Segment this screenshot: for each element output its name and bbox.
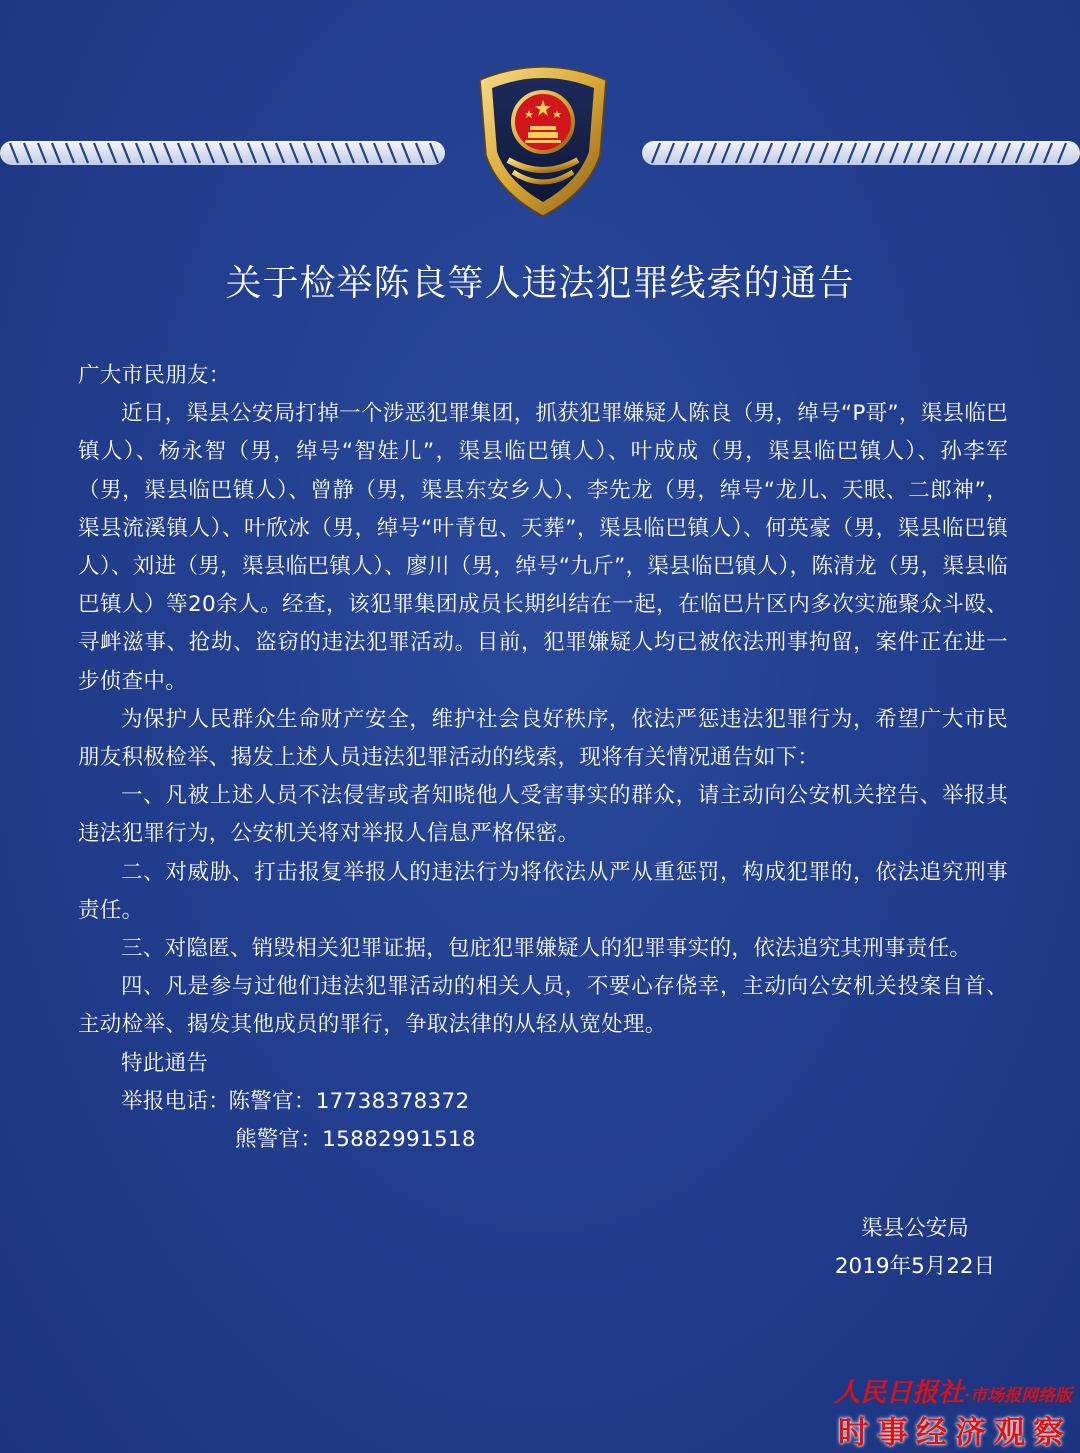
- contact-phone-1: 17738378372: [315, 1088, 470, 1114]
- closing-line: 特此通告: [121, 1050, 209, 1076]
- contact-name-2: 熊警官：: [234, 1127, 323, 1153]
- contact-name-1: 陈警官：: [228, 1088, 316, 1114]
- notice-title: 关于检举陈良等人违法犯罪线索的通告: [225, 263, 855, 304]
- watermark-column-name: 时事经济观察: [838, 1415, 1072, 1451]
- paragraph-3: 一、凡被上述人员不法侵害或者知晓他人受害事实的群众，请主动向公安机关控告、举报其违法犯罪行为，公安机关将对举报人信息严格保密。: [78, 783, 1008, 847]
- left-wing-ornament: [0, 138, 445, 168]
- signature-block: [790, 1210, 1040, 1286]
- right-wing-ornament: [642, 138, 1080, 168]
- source-watermark: [800, 1378, 1072, 1453]
- paragraph-4: 二、对威胁、打击报复举报人的违法行为将依法从严从重惩罚，构成犯罪的，依法追究刑事责任。: [78, 859, 1008, 923]
- paragraph-2: 为保护人民群众生命财产安全，维护社会良好秩序，依法严惩违法犯罪行为，希望广大市民朋友积极检举、揭发上述人员违法犯罪活动的线索，现将有关情况通告如下：: [78, 706, 1008, 771]
- header-emblem: [0, 60, 1080, 230]
- signature-org: 渠县公安局: [861, 1216, 969, 1241]
- contact-line-1: [78, 1083, 1008, 1121]
- paragraph-5: 三、对隐匿、销毁相关犯罪证据，包庇犯罪嫌疑人的犯罪事实的，依法追究其刑事责任。: [121, 936, 972, 962]
- paragraph-1: 近日，渠县公安局打掉一个涉恶犯罪集团，抓获犯罪嫌疑人陈良（男，绰号“P哥”，渠县临巴镇人）、杨永智（男，绰号“智娃儿”，渠县临巴镇人）、叶成成（男，渠县临巴镇人）、孙李军（男，渠县临巴镇人）、曾静（男，渠县东安乡人）、李先龙（男，绰号“龙儿、天眼、二郎神”，渠县流溪镇人）、叶欣冰（男，绰号“叶青包、天葬”，渠县临巴镇人）、何英豪（男，渠县临巴镇人）、刘进（男，渠县临巴镇人）、廖川（男，绰号“九斤”，渠县临巴镇人），陈清龙（男，渠县临巴镇人）等20余人。经查，该犯罪集团成员长期纠结在一起，在临巴片区内多次实施聚众斗殴、寻衅滋事、抢劫、盗窃的违法犯罪活动。目前，犯罪嫌疑人均已被依法刑事拘留，案件正在进一步侦查中。: [78, 401, 1008, 694]
- paragraph-6: 四、凡是参与过他们违法犯罪活动的相关人员，不要心存侥幸，主动向公安机关投案自首、主动检举、揭发其他成员的罪行，争取法律的从轻从宽处理。: [78, 974, 1008, 1038]
- contact-label: 举报电话：: [121, 1088, 231, 1114]
- watermark-publisher-main: 人民日报社: [834, 1378, 965, 1408]
- salutation: 广大市民朋友：: [78, 363, 231, 388]
- watermark-publisher-sub: 市场报网络版: [970, 1386, 1072, 1406]
- contact-line-2: [78, 1121, 1008, 1159]
- police-badge-icon: [468, 60, 618, 220]
- watermark-separator: ·: [964, 1386, 970, 1406]
- signature-date: 2019年5月22日: [834, 1254, 996, 1279]
- notice-body: [78, 357, 1008, 1159]
- contact-phone-2: 15882991518: [322, 1127, 476, 1153]
- watermark-publisher: [800, 1378, 1072, 1411]
